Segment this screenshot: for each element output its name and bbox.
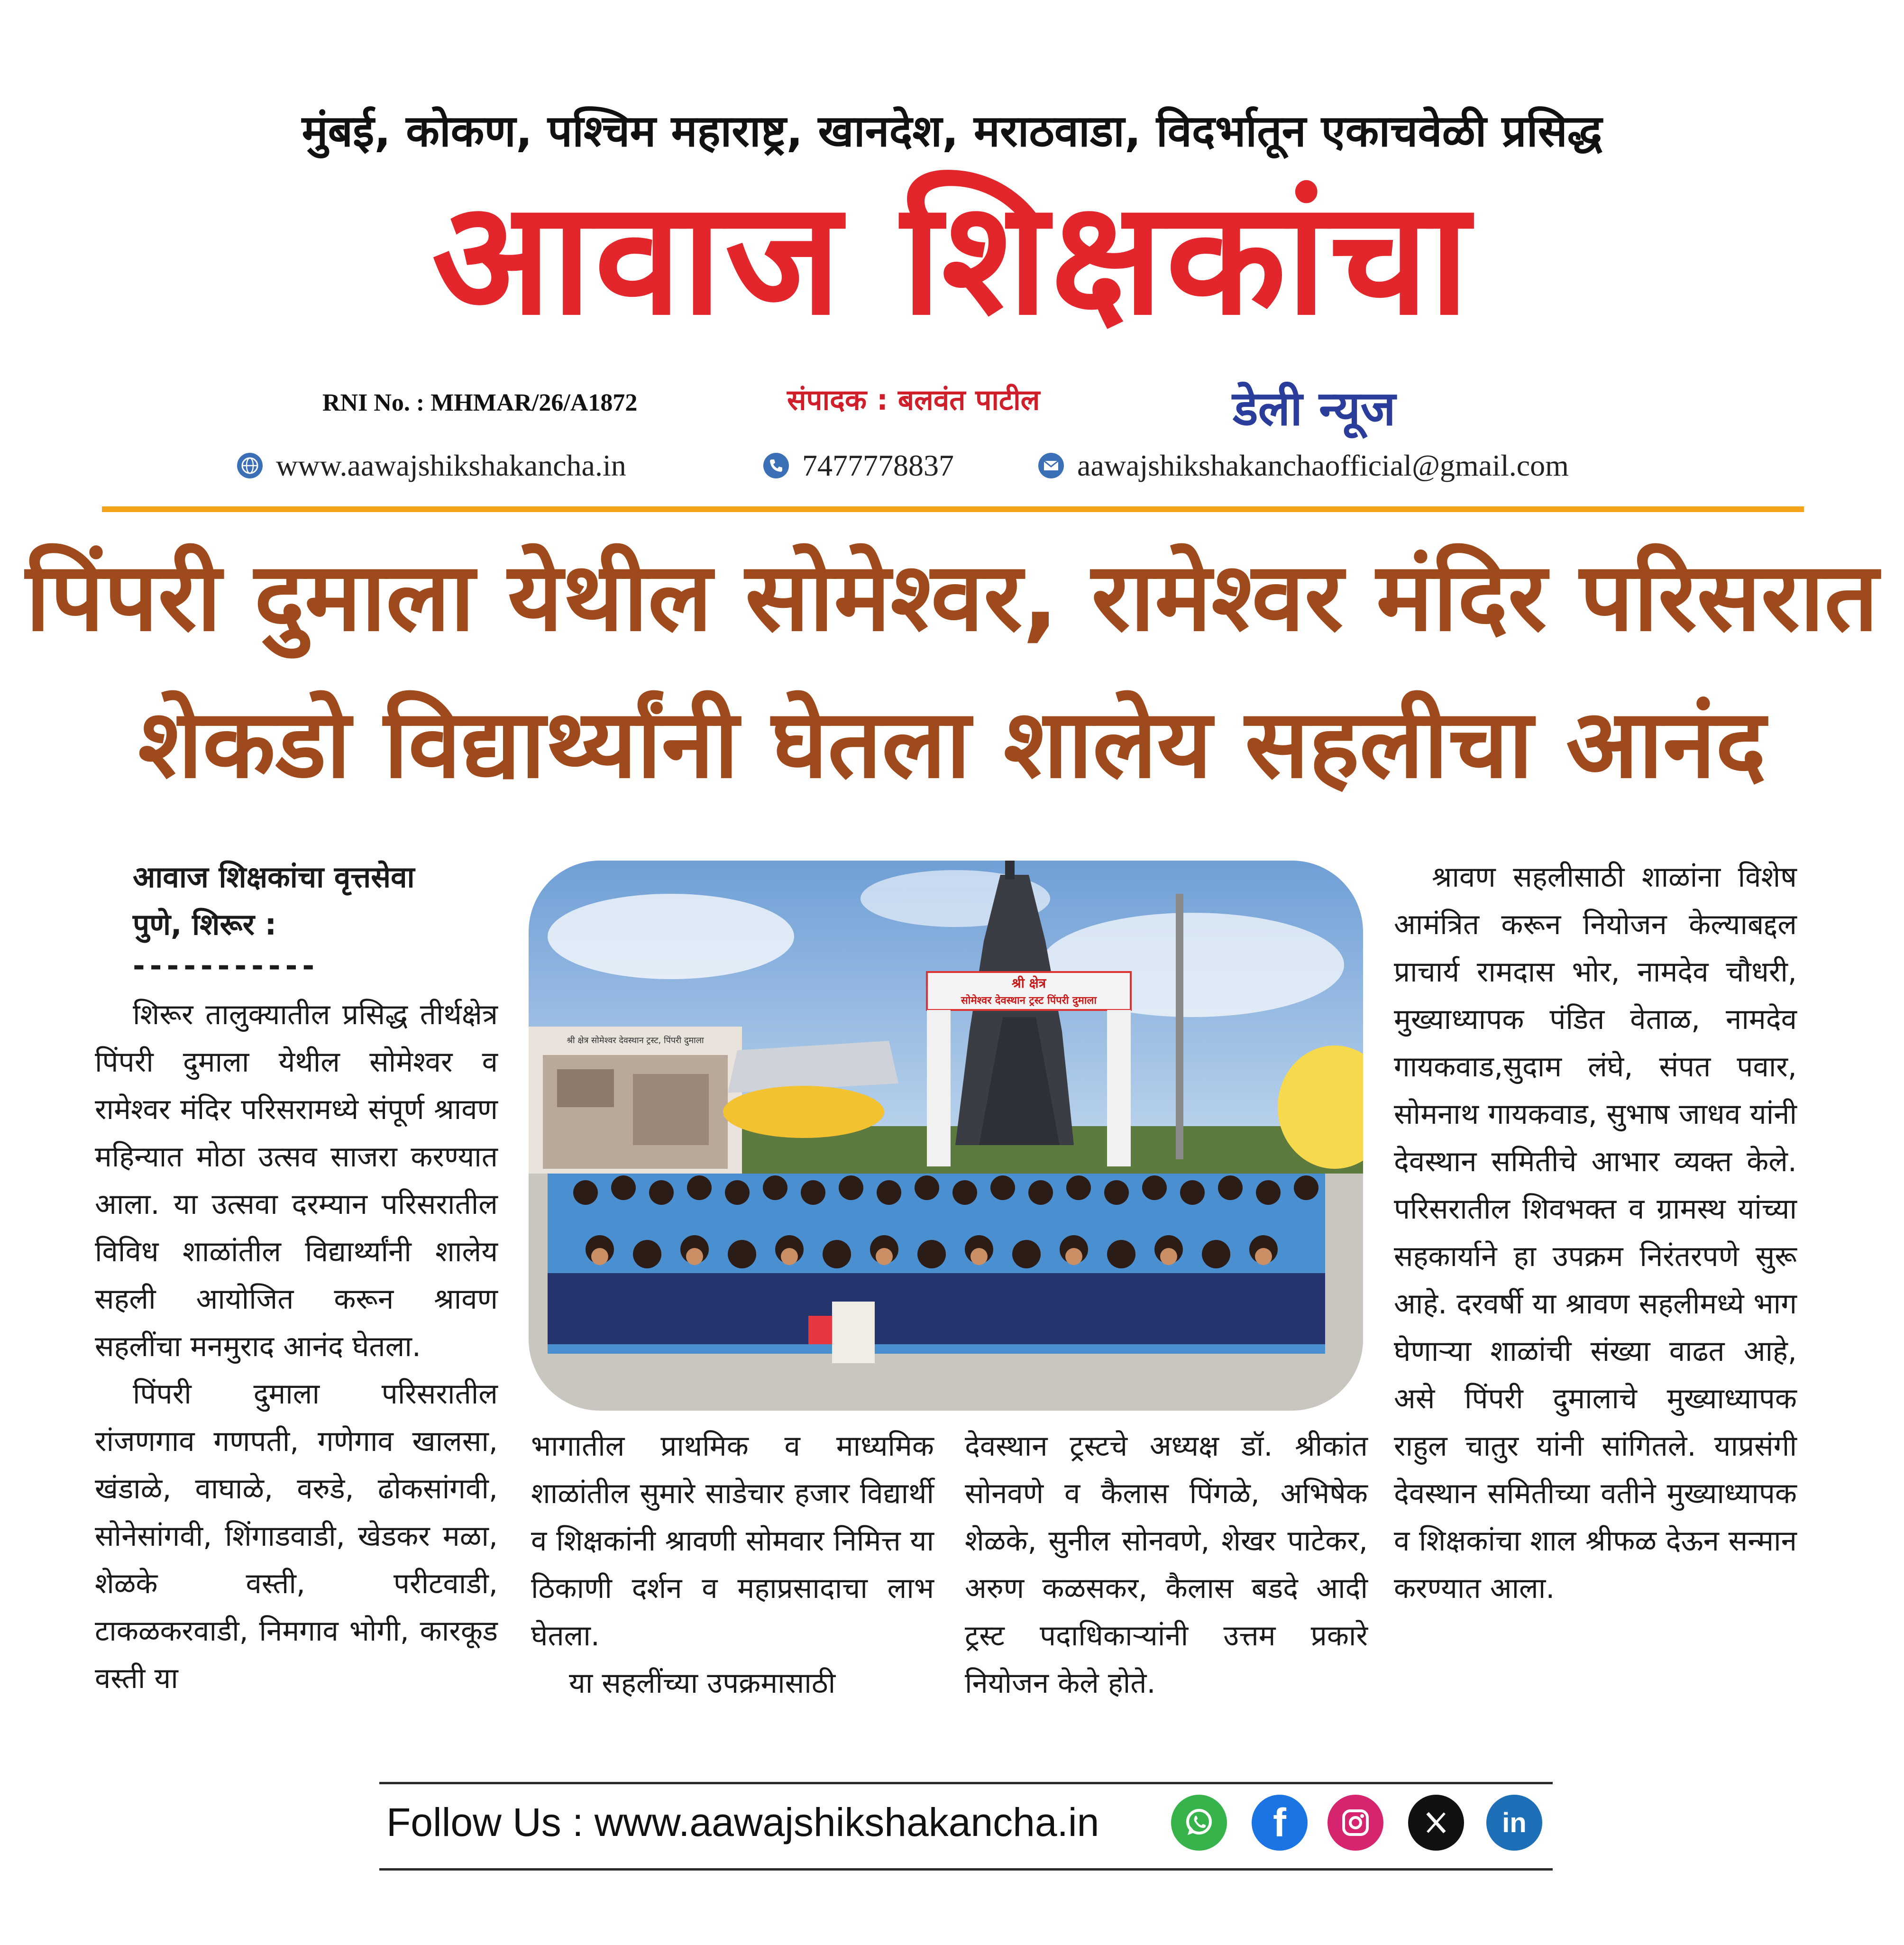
article-paragraph: या सहलींच्या उपक्रमासाठी	[569, 1667, 836, 1700]
rni-number: RNI No. : MHMAR/26/A1872	[322, 389, 638, 416]
arch-subtitle: सोमेश्वर देवस्थान ट्रस्ट पिंपरी दुमाला	[961, 995, 1097, 1007]
article-paragraph: देवस्थान ट्रस्टचे अध्यक्ष डॉ. श्रीकांत सोनवणे व कैलास पिंगळे, अभिषेक शेळके, सुनील सोनवणे, शेखर पाटेकर, अरुण कळसकर, कैलास बडदे आदी ट्रस्ट पदाधिकाऱ्यांनी उत्तम प्रकारे नियोजन केले होते.	[965, 1430, 1368, 1700]
article-paragraph: श्रावण सहलीसाठी शाळांना विशेष आमंत्रित करून नियोजन केल्याबद्दल प्राचार्य रामदास भोर, नामदेव चौधरी, मुख्याध्यापक पंडित वेताळ, नामदेव गायकवाड,सुदाम लंघे, संपत पवार, सोमनाथ गायकवाड, सुभाष जाधव यांनी देवस्थान समितीचे आभार व्यक्त केले. परिसरातील शिवभक्त व ग्रामस्थ यांच्या सहकार्याने हा उपक्रम निरंतरपणे सुरू आहे. दरवर्षी या श्रावण सहलीमध्ये भाग घेणाऱ्या शाळांची संख्या वाढत आहे, असे पिंपरी दुमालाचे मुख्याध्यापक राहुल चातुर यांनी सांगितले. याप्रसंगी देवस्थान समितीच्या वतीने मुख्याध्यापक व शिक्षकांचा शाल श्रीफळ देऊन सन्मान करण्यात आला.	[1394, 861, 1797, 1605]
email-icon	[1038, 453, 1064, 478]
article-paragraph: शिरूर तालुक्यातील प्रसिद्ध तीर्थक्षेत्र पिंपरी दुमाला येथील सोमेश्वर व रामेश्वर मंदिर परिसरामध्ये संपूर्ण श्रावण महिन्यात मोठा उत्सव साजरा करण्यात आला. या उत्सवा दरम्यान परिसरातील विविध शाळांतील विद्यार्थ्यांनी शालेय सहली आयोजित करून श्रावण सहलींचा मनमुराद आनंद घेतला.	[95, 998, 498, 1363]
student-group	[548, 1174, 1325, 1363]
daily-news-label: डेली न्यूज	[1233, 381, 1396, 436]
article-column-1	[95, 991, 498, 1702]
instagram-icon[interactable]	[1327, 1795, 1383, 1851]
website-contact[interactable]	[237, 448, 626, 483]
footer-bottom-rule	[379, 1868, 1553, 1871]
editor-credit: संपादक : बलवंत पाटील	[787, 384, 1040, 417]
temple-group-photo	[529, 861, 1363, 1411]
headline-line-1: पिंपरी दुमाला येथील सोमेश्वर, रामेश्वर मंदिर परिसरात	[26, 542, 1878, 652]
arch-title: श्री क्षेत्र	[1011, 975, 1046, 991]
headline-line-2: शेकडो विद्यार्थ्यांनी घेतला शालेय सहलीचा आनंद	[138, 689, 1766, 799]
article-column-2	[531, 1422, 934, 1707]
edition-tagline: मुंबई, कोकण, पश्चिम महाराष्ट्र, खानदेश, मराठवाडा, विदर्भातून एकाचवेळी प्रसिद्ध	[302, 106, 1602, 156]
email-contact[interactable]	[1038, 448, 1569, 483]
byline-separator: -----------	[133, 948, 320, 983]
globe-icon	[237, 453, 263, 478]
linkedin-icon[interactable]: in	[1486, 1795, 1542, 1851]
whatsapp-icon[interactable]	[1171, 1795, 1227, 1851]
phone-icon	[763, 453, 789, 478]
byline-agency: आवाज शिक्षकांचा वृत्तसेवा	[133, 860, 415, 894]
byline-location: पुणे, शिरूर :	[133, 907, 277, 942]
phone-contact[interactable]	[763, 448, 954, 483]
newspaper-masthead: आवाज शिक्षकांचा	[431, 167, 1473, 349]
phone-text: 7477778837	[802, 449, 954, 482]
article-photo	[529, 861, 1363, 1411]
article-column-4	[1394, 853, 1797, 1612]
article-column-3	[965, 1422, 1368, 1707]
email-text: aawajshikshakanchaofficial@gmail.com	[1077, 449, 1569, 482]
website-text: www.aawajshikshakancha.in	[276, 449, 626, 482]
header-divider	[102, 506, 1804, 512]
temple-board-text: श्री क्षेत्र सोमेश्वर देवस्थान ट्रस्ट, पिंपरी दुमाला	[567, 1036, 704, 1046]
footer-top-rule	[379, 1782, 1553, 1784]
article-paragraph: पिंपरी दुमाला परिसरातील रांजणगाव गणपती, गणेगाव खालसा, खंडाळे, वाघाळे, वरुडे, ढोकसांगवी, सोनेसांगवी, शिंगाडवाडी, खेडकर मळा, शेळके वस्ती, परीटवाडी, टाकळकरवाडी, निमगाव भोगी, कारकूड वस्ती या	[95, 1377, 498, 1695]
x-icon[interactable]	[1408, 1795, 1464, 1851]
byline	[133, 853, 415, 948]
follow-us-text[interactable]: Follow Us : www.aawajshikshakancha.in	[386, 1800, 1099, 1844]
facebook-icon[interactable]: f	[1252, 1795, 1308, 1851]
article-paragraph: भागातील प्राथमिक व माध्यमिक शाळांतील सुमारे साडेचार हजार विद्यार्थी व शिक्षकांनी श्रावणी सोमवार निमित्त या ठिकाणी दर्शन व महाप्रसादाचा लाभ घेतला.	[531, 1430, 934, 1652]
